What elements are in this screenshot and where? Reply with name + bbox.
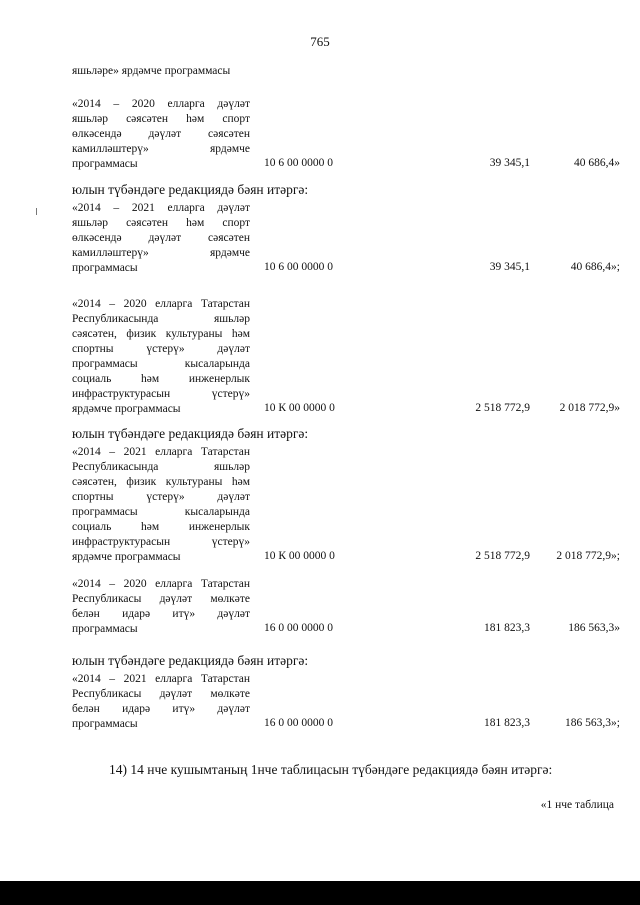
target-code: 10 К 00 0000 0	[264, 550, 335, 562]
name-line: сәясәтен, физик культураны һәм	[72, 476, 250, 488]
name-line: өлкәсендә дәүләт сәясәтен	[72, 232, 250, 244]
replace-heading: юлын түбәндәге редакциядә бәян итәргә:	[72, 182, 309, 197]
amount-2021: 40 686,4»	[574, 157, 620, 169]
name-line: спортны үстерү» дәүләт	[72, 491, 250, 503]
name-line: инфраструктурасын үстерү»	[72, 388, 250, 400]
amount-2020: 2 518 772,9	[475, 550, 530, 562]
name-line: камилләштерү» ярдәмче	[72, 143, 250, 155]
target-code: 10 6 00 0000 0	[264, 261, 333, 273]
target-code: 10 К 00 0000 0	[264, 402, 335, 414]
name-line: «2014 – 2020 елларга Татарстан	[72, 298, 250, 310]
program-name	[72, 97, 250, 172]
scan-bottom-border	[0, 881, 640, 905]
name-line: Республикасы дәүләт мөлкәте	[72, 593, 250, 605]
name-line: яшьләре» ярдәмче программасы	[72, 65, 231, 77]
replace-heading: юлын түбәндәге редакциядә бәян итәргә:	[72, 426, 309, 441]
program-name	[72, 445, 250, 565]
name-line: белән идарә итү» дәүләт	[72, 703, 250, 715]
name-line: ярдәмче программасы	[72, 551, 181, 563]
amount-2020: 181 823,3	[484, 717, 530, 729]
name-line: яшьләр сәясәтен һәм спорт	[72, 113, 250, 125]
target-code: 16 0 00 0000 0	[264, 717, 333, 729]
amount-2020: 39 345,1	[489, 261, 530, 273]
amount-2020: 2 518 772,9	[475, 402, 530, 414]
page-number: 765	[310, 34, 330, 49]
table-reference: «1 нче таблица	[540, 799, 614, 811]
program-name	[72, 201, 250, 276]
name-line: программасы	[72, 623, 138, 635]
name-line: өлкәсендә дәүләт сәясәтен	[72, 128, 250, 140]
target-code: 16 0 00 0000 0	[264, 622, 333, 634]
name-line: «2014 – 2021 елларга Татарстан	[72, 446, 250, 458]
name-line: яшьләр сәясәтен һәм спорт	[72, 217, 250, 229]
amount-2021: 40 686,4»;	[570, 261, 620, 273]
name-line: сәясәтен, физик культураны һәм	[72, 328, 250, 340]
name-line: инфраструктурасын үстерү»	[72, 536, 250, 548]
name-line: Республикасы дәүләт мөлкәте	[72, 688, 250, 700]
name-line: «2014 – 2020 елларга Татарстан	[72, 578, 250, 590]
amount-2021: 2 018 772,9»;	[556, 550, 620, 562]
name-line: социаль һәм инженерлык	[72, 373, 250, 385]
name-line: «2014 – 2021 елларга Татарстан	[72, 673, 250, 685]
name-line: программасы	[72, 718, 138, 730]
amount-2021: 186 563,3»;	[565, 717, 620, 729]
name-line: Республикасында яшьләр	[72, 313, 250, 325]
name-line: «2014 – 2020 елларга дәүләт	[72, 98, 250, 110]
name-line: ярдәмче программасы	[72, 403, 181, 415]
amount-2020: 39 345,1	[489, 157, 530, 169]
name-line: камилләштерү» ярдәмче	[72, 247, 250, 259]
program-name	[72, 672, 250, 732]
replace-heading: юлын түбәндәге редакциядә бәян итәргә:	[72, 653, 309, 668]
program-name	[72, 577, 250, 637]
name-line: программасы	[72, 262, 138, 274]
amount-2021: 2 018 772,9»	[559, 402, 620, 414]
item-14-instruction: 14) 14 нче кушымтаның 1нче таблицасын түбәндәге редакциядә бәян итәргә:	[109, 762, 553, 777]
name-line: белән идарә итү» дәүләт	[72, 608, 250, 620]
name-line: спортны үстерү» дәүләт	[72, 343, 250, 355]
margin-mark	[36, 208, 37, 215]
name-line: социаль һәм инженерлык	[72, 521, 250, 533]
name-line: программасы кысаларында	[72, 358, 250, 370]
name-line: программасы	[72, 158, 138, 170]
target-code: 10 6 00 0000 0	[264, 157, 333, 169]
name-line: «2014 – 2021 елларга дәүләт	[72, 202, 250, 214]
name-line: программасы кысаларында	[72, 506, 250, 518]
amount-2021: 186 563,3»	[568, 622, 620, 634]
program-name	[72, 297, 250, 417]
name-line: Республикасында яшьләр	[72, 461, 250, 473]
amount-2020: 181 823,3	[484, 622, 530, 634]
